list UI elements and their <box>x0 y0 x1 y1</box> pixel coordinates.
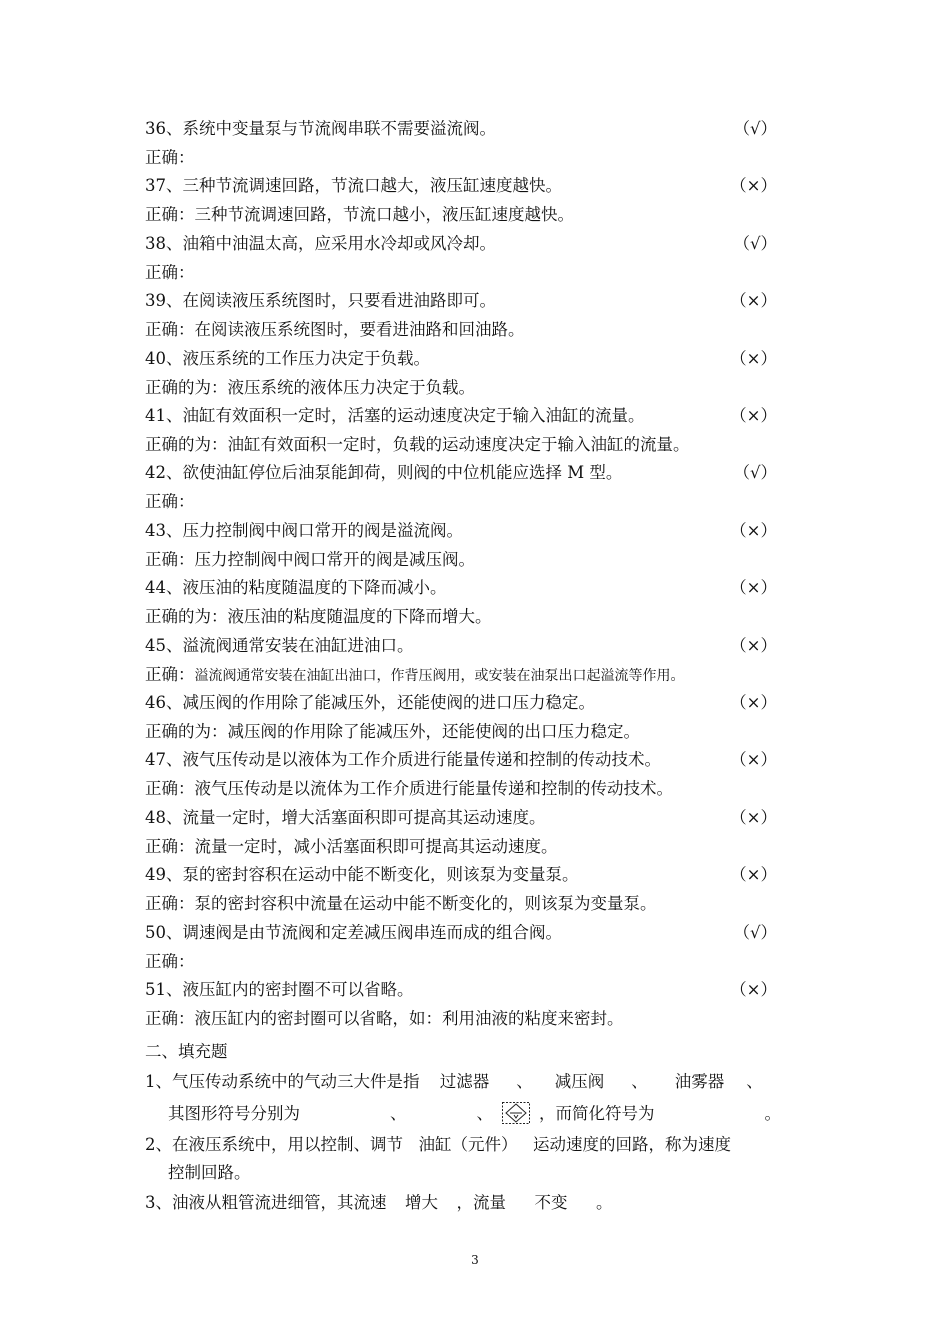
correction-text: 正确：压力控制阀中阀口常开的阀是减压阀。 <box>145 550 475 569</box>
fill-q2-answer: 油缸（元件） <box>418 1135 518 1154</box>
correction-line <box>145 144 785 172</box>
correction-text: 正确的为：油缸有效面积一定时，负载的运动速度决定于输入油缸的流量。 <box>145 435 690 454</box>
fill-question-1 <box>145 1067 825 1097</box>
correction-line <box>145 775 785 803</box>
correction-line <box>145 603 785 631</box>
fill-q3-prefix: 3、油液从粗管流进细管，其流速 <box>145 1193 387 1212</box>
fill-q1-sep-2: 、 <box>631 1072 648 1091</box>
section-title <box>145 1038 785 1066</box>
correction-line <box>145 259 785 287</box>
fill-q2-line2: 控制回路。 <box>168 1163 251 1182</box>
question-item <box>145 804 785 832</box>
fill-q1-line2-sep-2: 、 <box>476 1104 493 1123</box>
question-text: 49、泵的密封容积在运动中能不断变化，则该泵为变量泵。 <box>145 865 579 884</box>
question-item <box>145 287 785 315</box>
correction-text: 正确： <box>145 492 195 511</box>
question-text: 45、溢流阀通常安装在油缸进油口。 <box>145 636 414 655</box>
question-text: 47、液气压传动是以液体为工作介质进行能量传递和控制的传动技术。 <box>145 750 661 769</box>
question-text: 43、压力控制阀中阀口常开的阀是溢流阀。 <box>145 521 463 540</box>
fill-q1-line2-prefix: 其图形符号分别为 <box>168 1104 300 1123</box>
answer-mark: （×） <box>730 291 777 310</box>
fill-q3-answer-2: 不变 <box>534 1193 568 1212</box>
correction-line <box>145 488 785 516</box>
answer-mark: （×） <box>730 636 777 655</box>
page-number: 3 <box>471 1253 479 1267</box>
question-text: 38、油箱中油温太高，应采用水冷却或风冷却。 <box>145 234 496 253</box>
question-item <box>145 919 785 947</box>
question-text: 37、三种节流调速回路，节流口越大，液压缸速度越快。 <box>145 176 562 195</box>
answer-mark: （×） <box>730 406 777 425</box>
answer-mark: （×） <box>730 865 777 884</box>
answer-mark: （√） <box>733 119 777 138</box>
correction-text: 正确的为：减压阀的作用除了能减压外，还能使阀的出口压力稳定。 <box>145 722 640 741</box>
correction-line <box>145 316 785 344</box>
correction-text: 正确：液压缸内的密封圈可以省略，如：利用油液的粘度来密封。 <box>145 1009 624 1028</box>
correction-text: 正确：液气压传动是以流体为工作介质进行能量传递和控制的传动技术。 <box>145 779 673 798</box>
correction-text: 正确： <box>145 665 195 684</box>
answer-mark: （√） <box>733 234 777 253</box>
question-item <box>145 976 785 1004</box>
answer-mark: （×） <box>730 578 777 597</box>
answer-mark: （√） <box>733 463 777 482</box>
oil-mist-symbol-icon <box>502 1102 530 1124</box>
correction-text: 正确： <box>145 263 195 282</box>
fill-q1-symbol-blank-3 <box>493 1099 539 1129</box>
correction-line <box>145 833 785 861</box>
correction-line <box>145 374 785 402</box>
question-item <box>145 574 785 602</box>
fill-q1-line2-sep-1: 、 <box>390 1104 407 1123</box>
question-item <box>145 632 785 660</box>
fill-q1-answer-2: 减压阀 <box>554 1072 605 1091</box>
question-item <box>145 689 785 717</box>
question-text: 50、调速阀是由节流阀和定差减压阀串连而成的组合阀。 <box>145 923 562 942</box>
fill-q3-end: 。 <box>596 1193 613 1212</box>
question-text: 46、减压阀的作用除了能减压外，还能使阀的进口压力稳定。 <box>145 693 595 712</box>
correction-line <box>145 1005 785 1033</box>
fill-question-3 <box>145 1188 825 1218</box>
correction-text: 正确的为：液压系统的液体压力决定于负载。 <box>145 378 475 397</box>
question-item <box>145 172 785 200</box>
question-item <box>145 115 785 143</box>
correction-text: 正确： <box>145 148 195 167</box>
correction-text: 正确：流量一定时，减小活塞面积即可提高其运动速度。 <box>145 837 558 856</box>
question-text: 51、液压缸内的密封圈不可以省略。 <box>145 980 414 999</box>
question-item <box>145 746 785 774</box>
fill-q1-answer-3: 油雾器 <box>674 1072 725 1091</box>
correction-line <box>145 201 785 229</box>
fill-q2-suffix: 运动速度的回路，称为速度 <box>533 1135 731 1154</box>
fill-q1-line2-mid: ，而简化符号为 <box>539 1104 655 1123</box>
answer-mark: （×） <box>730 521 777 540</box>
fill-q1-sep-1: 、 <box>516 1072 533 1091</box>
question-text: 41、油缸有效面积一定时，活塞的运动速度决定于输入油缸的流量。 <box>145 406 645 425</box>
question-text: 36、系统中变量泵与节流阀串联不需要溢流阀。 <box>145 119 496 138</box>
question-text: 44、液压油的粘度随温度的下降而减小。 <box>145 578 447 597</box>
answer-mark: （×） <box>730 980 777 999</box>
fill-q2-prefix: 2、在液压系统中，用以控制、调节 <box>145 1135 403 1154</box>
correction-text: 正确：三种节流调速回路，节流口越小，液压缸速度越快。 <box>145 205 574 224</box>
answer-mark: （×） <box>730 750 777 769</box>
correction-line <box>145 718 785 746</box>
question-item <box>145 861 785 889</box>
correction-text: 正确： <box>145 952 195 971</box>
answer-mark: （×） <box>730 693 777 712</box>
question-text: 40、液压系统的工作压力决定于负载。 <box>145 349 430 368</box>
question-item <box>145 517 785 545</box>
fill-question-2-line-2 <box>168 1158 848 1188</box>
correction-text-small: 溢流阀通常安装在油缸出油口，作背压阀用，或安装在油泵出口起溢流等作用。 <box>194 668 685 684</box>
question-text: 42、欲使油缸停位后油泵能卸荷，则阀的中位机能应选择 M 型。 <box>145 463 623 482</box>
fill-q1-prefix: 1、气压传动系统中的气动三大件是指 <box>145 1072 420 1091</box>
fill-q1-answer-1: 过滤器 <box>439 1072 490 1091</box>
question-item <box>145 459 785 487</box>
correction-line <box>145 948 785 976</box>
section-title-text: 二、填充题 <box>145 1042 228 1061</box>
fill-question-2 <box>145 1130 825 1160</box>
correction-line <box>145 431 785 459</box>
correction-text: 正确的为：液压油的粘度随温度的下降而增大。 <box>145 607 492 626</box>
question-text: 39、在阅读液压系统图时，只要看进油路即可。 <box>145 291 496 310</box>
answer-mark: （×） <box>730 808 777 827</box>
correction-line <box>145 661 785 689</box>
correction-line <box>145 890 785 918</box>
answer-mark: （×） <box>730 349 777 368</box>
answer-mark: （×） <box>730 176 777 195</box>
fill-q3-answer-1: 增大 <box>405 1193 438 1212</box>
fill-q1-sep-3: 、 <box>746 1072 763 1091</box>
correction-text: 正确：泵的密封容积中流量在运动中能不断变化的，则该泵为变量泵。 <box>145 894 657 913</box>
answer-mark: （√） <box>733 923 777 942</box>
correction-text: 正确：在阅读液压系统图时，要看进油路和回油路。 <box>145 320 525 339</box>
fill-question-1-line-2 <box>168 1099 848 1129</box>
question-item <box>145 345 785 373</box>
question-item <box>145 230 785 258</box>
question-text: 48、流量一定时，增大活塞面积即可提高其运动速度。 <box>145 808 546 827</box>
fill-q3-mid: ，流量 <box>456 1193 506 1212</box>
correction-line <box>145 546 785 574</box>
fill-q1-line2-end: 。 <box>764 1104 781 1123</box>
question-item <box>145 402 785 430</box>
